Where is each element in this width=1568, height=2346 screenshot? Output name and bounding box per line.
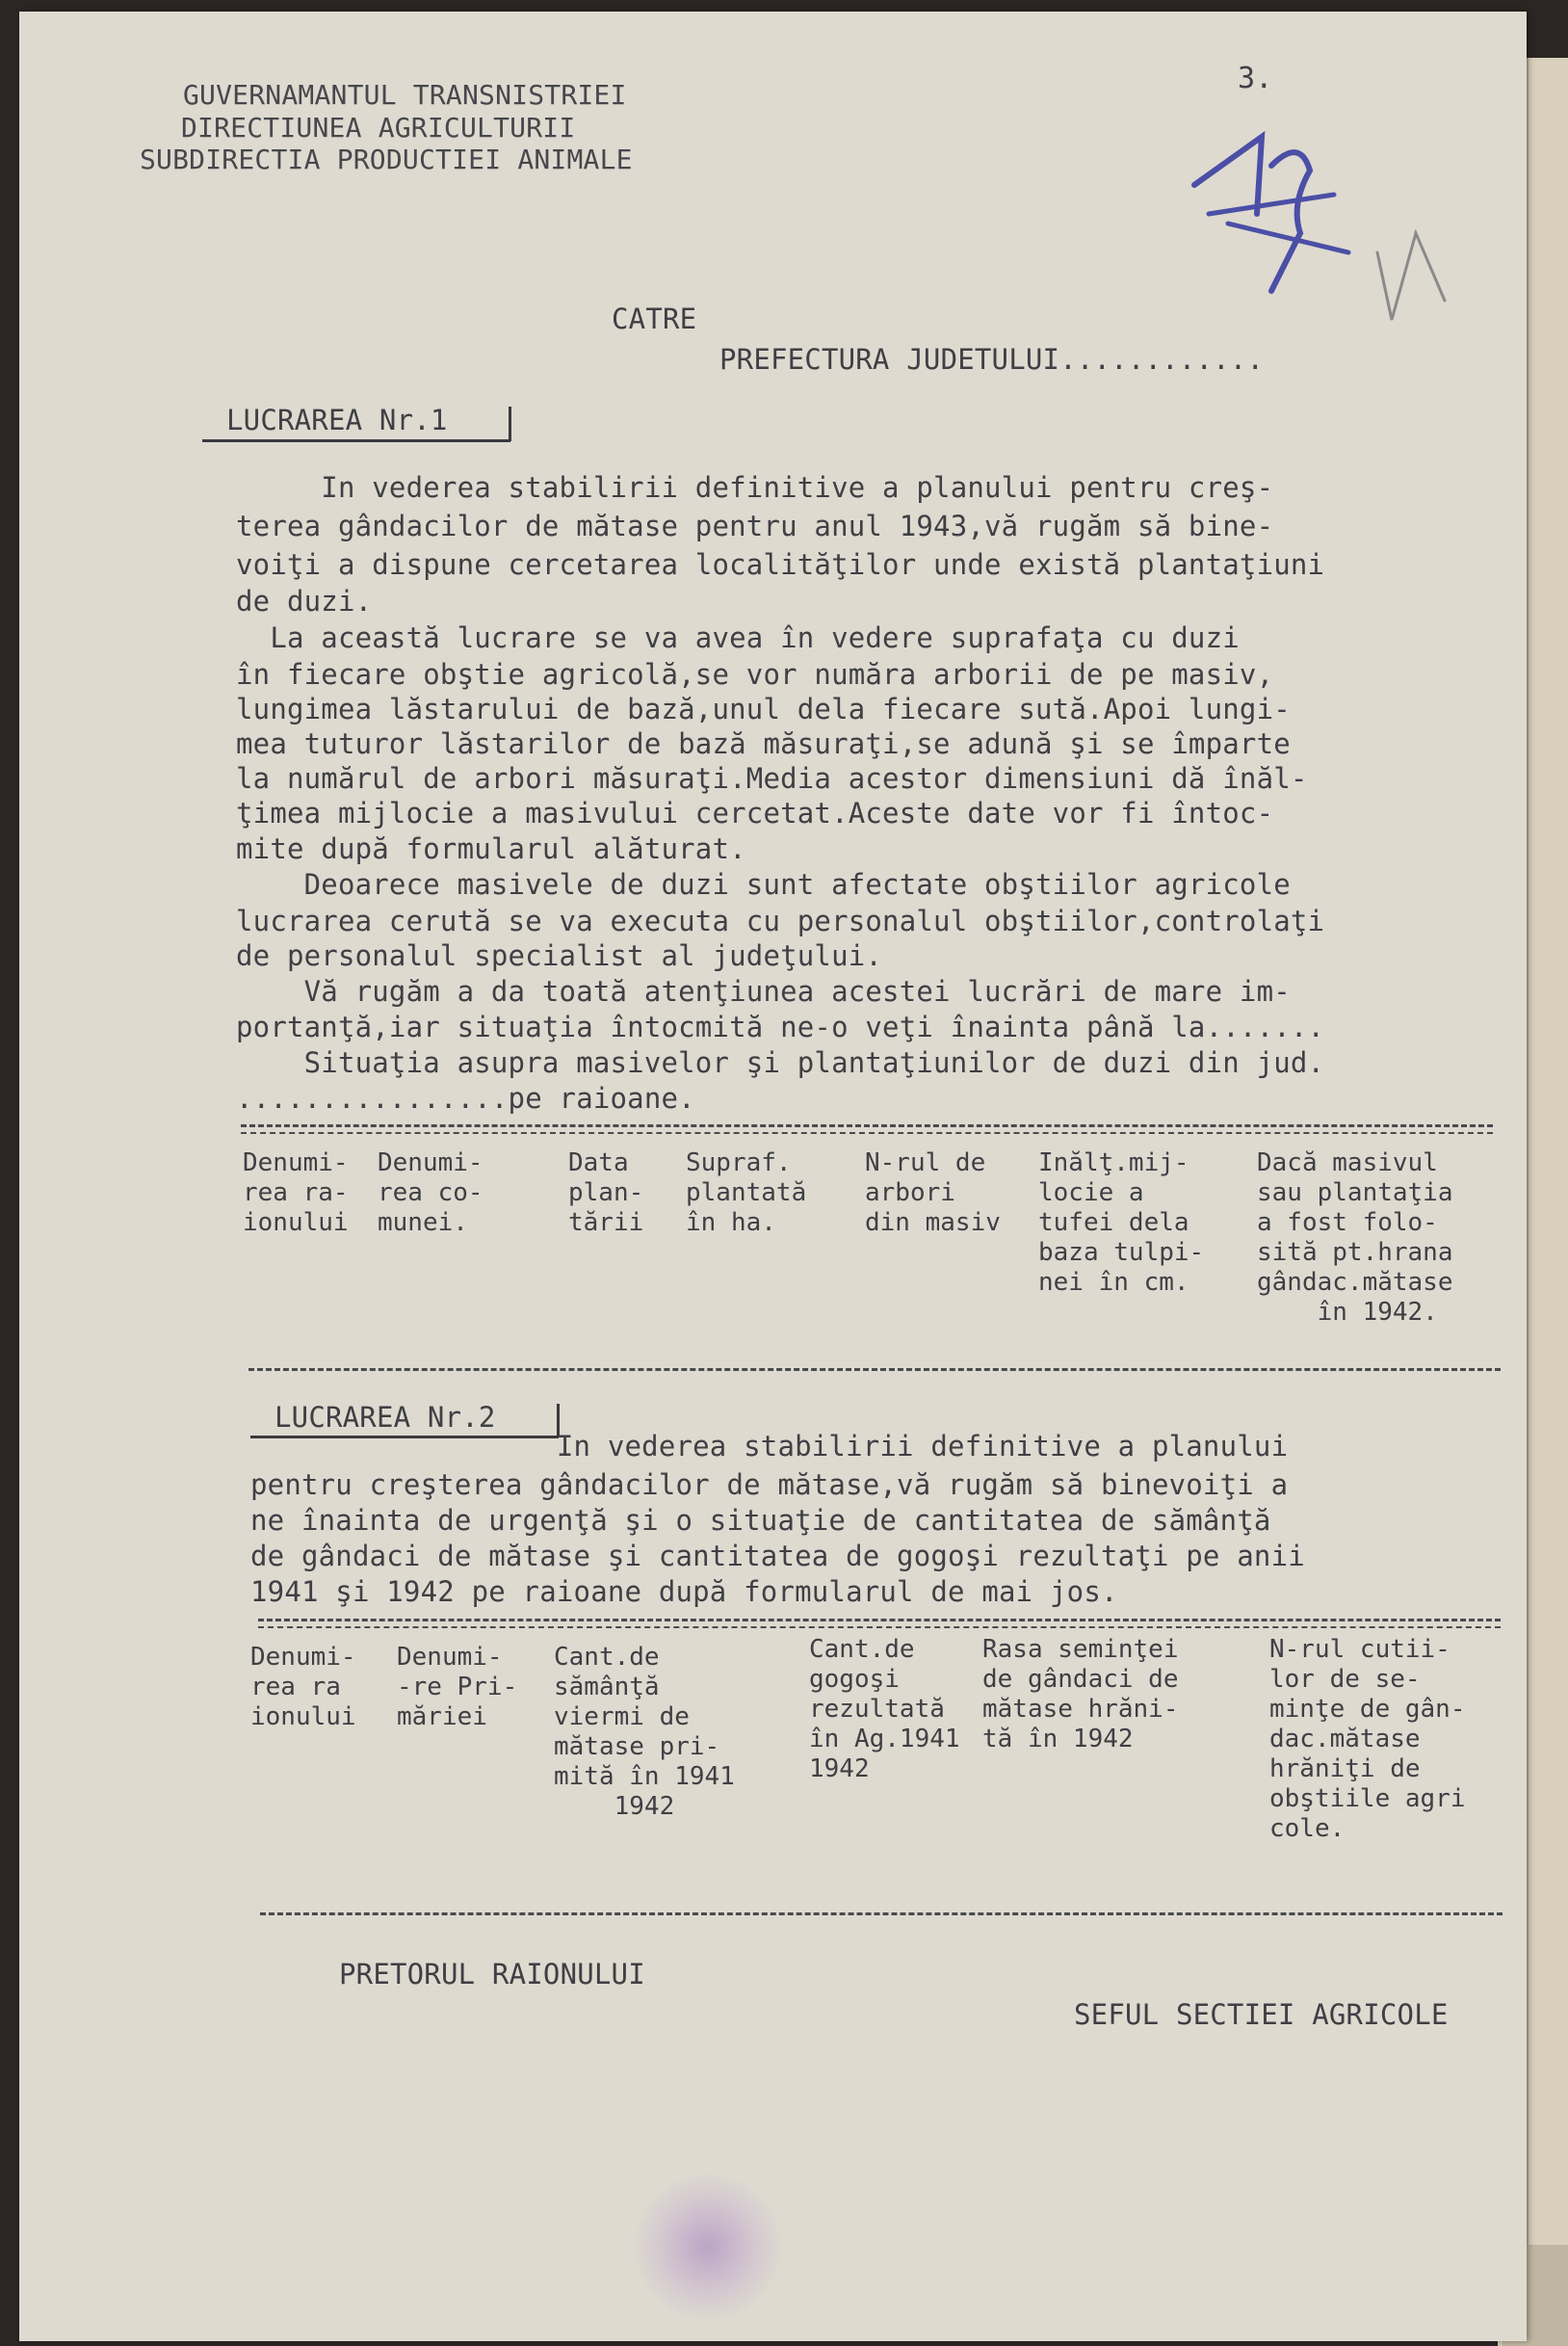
- section-1-line-15: Vă rugăm a da toată atenţiunea acestei lucrări de mare im-: [236, 975, 1291, 1008]
- table-1-top-rule: [241, 1124, 1493, 1127]
- letterhead-line-1: GUVERNAMANTUL TRANSNISTRIEI: [183, 79, 627, 111]
- letterhead-line-3: SUBDIRECTIA PRODUCTIEI ANIMALE: [140, 144, 633, 175]
- section-1-line-9: la numărul de arbori măsuraţi.Media acestor dimensiuni dă înăl-: [236, 762, 1308, 795]
- table-1-top-rule-2: [241, 1132, 1493, 1134]
- section-1-title-bracket: [509, 407, 511, 441]
- section-1-line-10: ţimea mijlocie a masivului cercetat.Aceste date vor fi întoc-: [236, 797, 1274, 830]
- section-1-line-7: lungimea lăstarului de bază,unul dela fiecare sută.Apoi lungi-: [236, 693, 1291, 725]
- page-number: 3.: [1238, 62, 1273, 95]
- section-2-line-3: ne înainta de urgenţă şi o situaţie de cantitatea de sămânţă: [250, 1504, 1271, 1537]
- table-1-bottom-rule: [248, 1368, 1501, 1371]
- table-1-header-nr-arbori: N-rul de arbori din masiv: [865, 1148, 1001, 1237]
- table-2-header-raion: Denumi- rea ra ionului: [250, 1643, 356, 1731]
- section-1-line-4: de duzi.: [236, 585, 373, 618]
- section-1-line-13: lucrarea cerută se va executa cu personalul obştiilor,controlaţi: [236, 905, 1325, 937]
- table-2-top-rule: [258, 1619, 1501, 1621]
- table-1-header-data-plantarii: Data plan- tării: [568, 1148, 644, 1237]
- table-1-header-comuna: Denumi- rea co- munei.: [378, 1148, 483, 1237]
- section-1-line-1: In vederea stabilirii definitive a planului pentru creş-: [236, 471, 1274, 504]
- section-1-line-8: mea tuturor lăstarilor de bază măsuraţi,se adună şi se împarte: [236, 727, 1291, 760]
- section-1-line-14: de personalul specialist al judeţului.: [236, 939, 883, 972]
- ink-stain: [636, 2175, 780, 2319]
- section-2-title: LUCRAREA Nr.2: [274, 1401, 496, 1434]
- signature-sef-sectie: SEFUL SECTIEI AGRICOLE: [1074, 1998, 1449, 2031]
- signature-pretor: PRETORUL RAIONULUI: [339, 1958, 645, 1990]
- addressee-recipient: PREFECTURA JUDETULUI............: [719, 343, 1265, 376]
- table-1-header-suprafata: Supraf. plantată în ha.: [686, 1148, 807, 1237]
- document-page: [19, 12, 1527, 2341]
- letterhead-line-2: DIRECTIUNEA AGRICULTURII: [181, 112, 576, 144]
- section-1-line-5: La această lucrare se va avea în vedere suprafaţa cu duzi: [236, 621, 1240, 654]
- table-2-bottom-rule: [260, 1912, 1503, 1915]
- section-1-line-11: mite după formularul alăturat.: [236, 832, 746, 865]
- table-2-header-rasa: Rasa seminţei de gândaci de mătase hrăni- tă în 1942: [982, 1635, 1179, 1753]
- table-1-header-raion: Denumi- rea ra- ionului: [243, 1148, 349, 1237]
- paper-stack-edge-2: [1527, 58, 1568, 2274]
- table-2-header-samanta: Cant.de sămânţă viermi de mătase pri- mită în 1941 1942: [554, 1643, 735, 1821]
- section-2-line-4: de gândaci de mătase şi cantitatea de gogoşi rezultaţi pe anii: [250, 1540, 1305, 1572]
- section-1-line-12: Deoarece masivele de duzi sunt afectate obştiilor agricole: [236, 868, 1291, 901]
- section-1-line-17: Situaţia asupra masivelor şi plantaţiunilor de duzi din jud.: [236, 1046, 1325, 1079]
- section-2-line-5: 1941 şi 1942 pe raioane după formularul de mai jos.: [250, 1575, 1118, 1608]
- table-1-header-folosire: Dacă masivul sau plantaţia a fost folo- sită pt.hrana gândac.mătase în 1942.: [1257, 1148, 1453, 1327]
- table-1-header-inaltime: Inălţ.mij- locie a tufei dela baza tulpi- nei în cm.: [1038, 1148, 1205, 1297]
- section-1-line-3: voiţi a dispune cercetarea localităţilor unde există plantaţiuni: [236, 548, 1325, 581]
- section-1-line-18: ................pe raioane.: [236, 1082, 695, 1115]
- section-2-line-2: pentru creşterea gândacilor de mătase,vă rugăm să binevoiţi a: [250, 1468, 1289, 1501]
- section-1-title: LUCRAREA Nr.1: [226, 404, 448, 436]
- section-1-line-6: în fiecare obştie agricolă,se vor număra arborii de pe masiv,: [236, 658, 1274, 691]
- section-1-title-underline: [202, 439, 510, 442]
- table-2-header-nr-cutii: N-rul cutii- lor de se- minţe de gân- dac.mătase hrăniţi de obştiile agri cole.: [1269, 1635, 1466, 1843]
- section-1-line-16: portanţă,iar situaţia întocmită ne-o veţi înainta până la.......: [236, 1011, 1325, 1043]
- handwritten-signature-mark: [1156, 98, 1474, 349]
- table-2-top-rule-2: [258, 1626, 1501, 1628]
- table-2-header-primarie: Denumi- -re Pri- măriei: [397, 1643, 518, 1731]
- section-2-line-1: In vederea stabilirii definitive a planului: [250, 1430, 1289, 1463]
- section-1-line-2: terea gândacilor de mătase pentru anul 1943,vă rugăm să bine-: [236, 510, 1274, 542]
- table-2-header-gogosi: Cant.de gogoşi rezultată în Ag.1941 1942: [809, 1635, 960, 1783]
- addressee-to: CATRE: [612, 303, 697, 335]
